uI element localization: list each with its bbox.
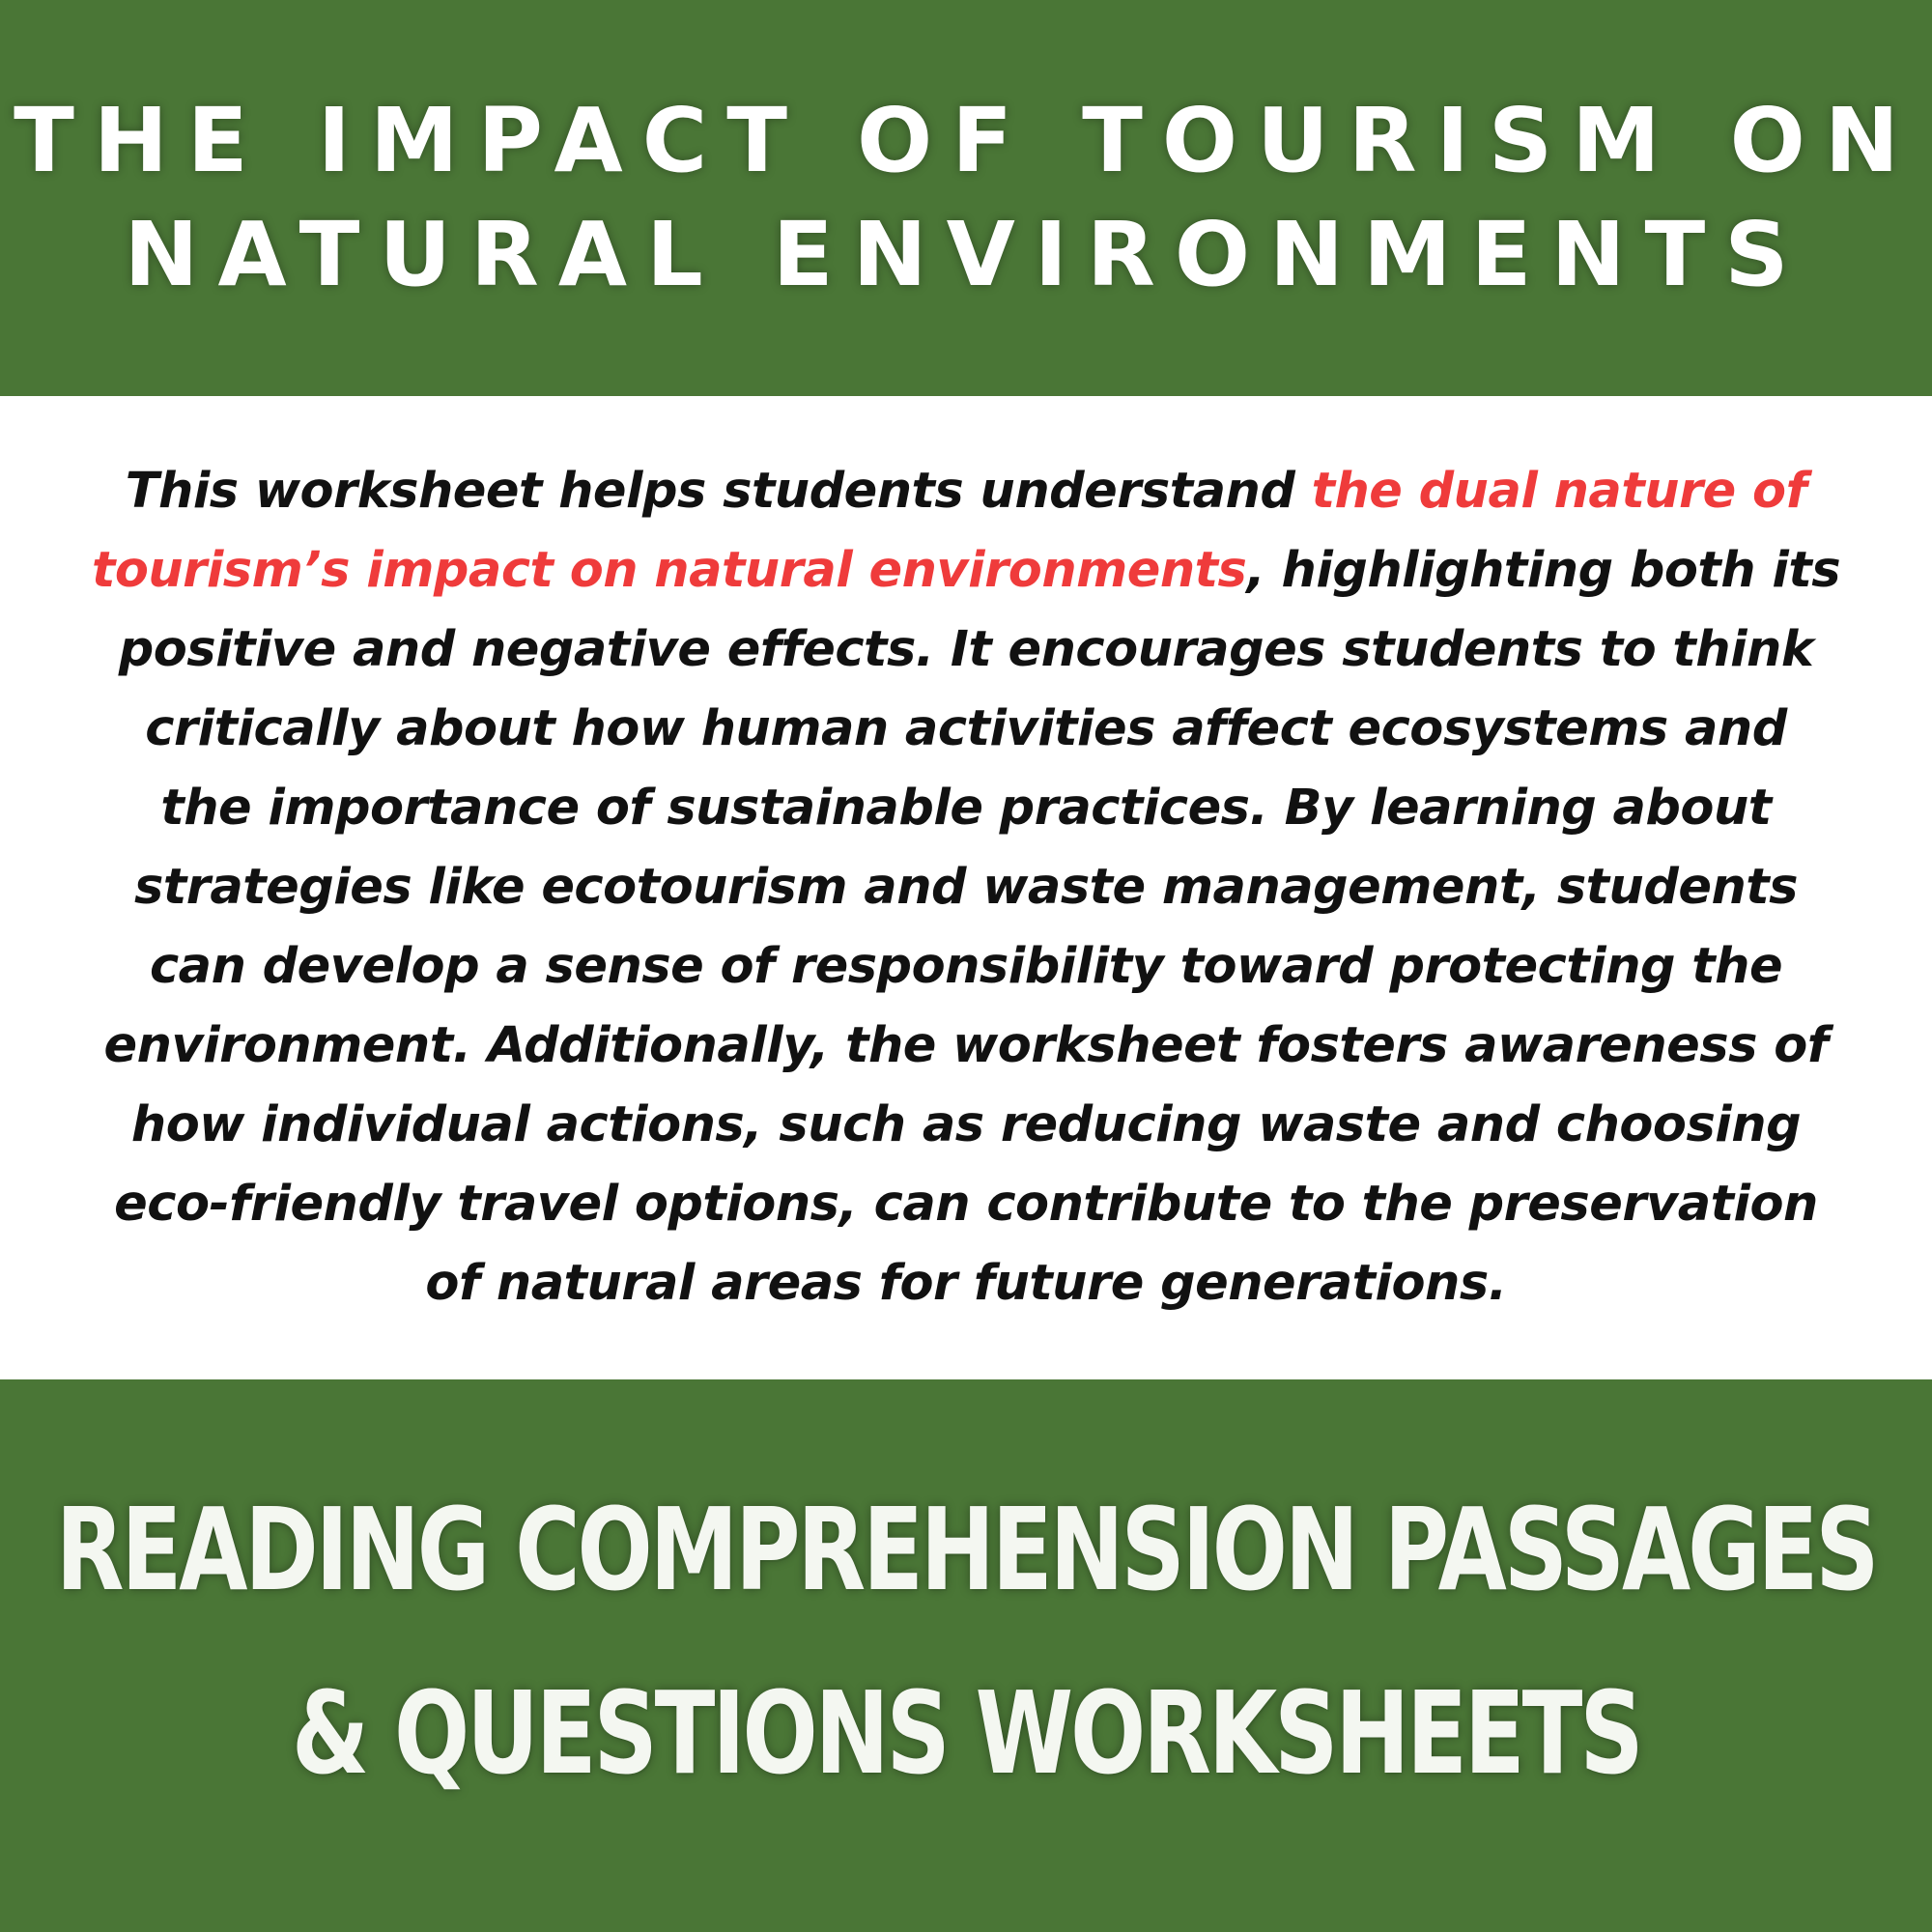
description-line: critically about how human activities affect ecosystems and (145, 700, 1787, 757)
description-line: This worksheet helps students understand the dual nature of (125, 463, 1807, 520)
description-line: environment. Additionally, the worksheet fosters awareness of (103, 1017, 1829, 1074)
footer-title-line-1: READING COMPREHENSION PASSAGES (55, 1483, 1877, 1616)
footer-banner (0, 1379, 1932, 1932)
highlighted-phrase: tourism’s impact on natural environments (91, 542, 1247, 599)
header-banner (0, 0, 1932, 396)
description-line: the importance of sustainable practices. By learning about (160, 780, 1772, 837)
description-line: can develop a sense of responsibility toward protecting the (149, 938, 1783, 995)
highlighted-phrase: the dual nature of (1311, 463, 1807, 520)
description-paragraph (34, 452, 1898, 1323)
description-line: tourism’s impact on natural environments, highlighting both its (91, 542, 1841, 599)
description-line: how individual actions, such as reducing waste and choosing (130, 1096, 1802, 1153)
title-line-2: NATURAL ENVIRONMENTS (124, 203, 1808, 306)
title-line-1: THE IMPACT OF TOURISM ON (14, 89, 1918, 192)
description-line: of natural areas for future generations. (425, 1255, 1507, 1312)
description-section (0, 396, 1932, 1379)
description-line: eco-friendly travel options, can contribute to the preservation (114, 1176, 1818, 1233)
description-line: positive and negative effects. It encourages students to think (118, 621, 1814, 678)
footer-title-line-2: & QUESTIONS WORKSHEETS (291, 1666, 1641, 1800)
description-line: strategies like ecotourism and waste management, students (133, 859, 1799, 916)
